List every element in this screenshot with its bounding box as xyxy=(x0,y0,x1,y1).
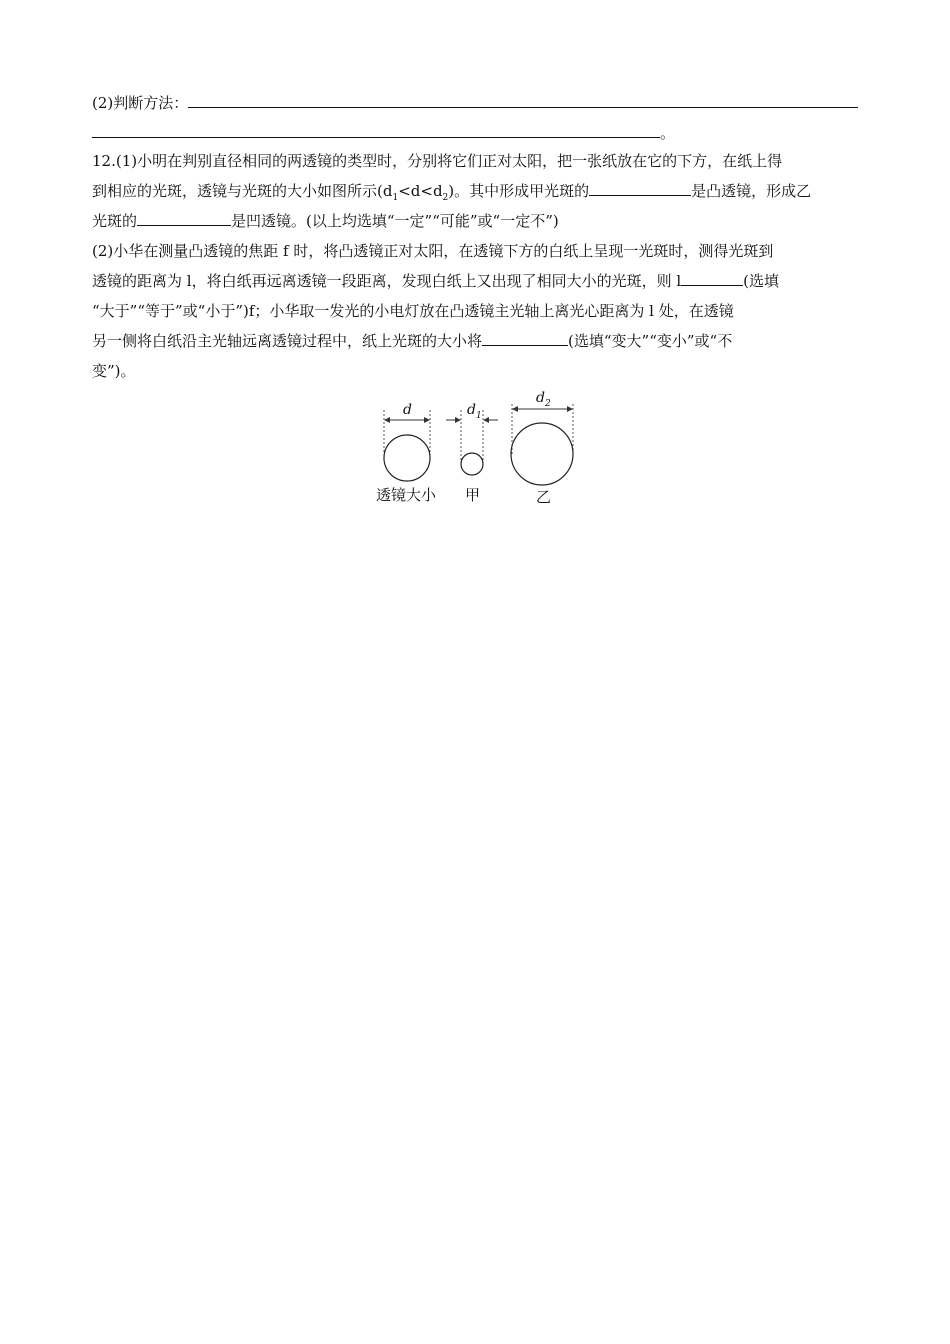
lens-circle xyxy=(384,435,430,481)
dim-d2-sub: 2 xyxy=(544,398,551,409)
jia-spot-circle xyxy=(461,453,483,475)
q12-answer-blank-l[interactable] xyxy=(681,270,743,286)
q11-method-label: (2)判断方法： xyxy=(92,94,189,112)
q12-p1-text: )。其中形成甲光斑的 xyxy=(448,182,590,200)
q12-p2-text: (选填 xyxy=(743,272,779,290)
q11-period: 。 xyxy=(660,124,676,142)
q12-p2-line1: (2)小华在测量凸透镜的焦距 f 时，将凸透镜正对太阳，在透镜下方的白纸上呈现一光斑时，测得光斑到 xyxy=(92,242,774,260)
subscript: 1 xyxy=(392,193,399,203)
subscript: 2 xyxy=(442,193,449,203)
q12-p1-text: 到相应的光斑，透镜与光斑的大小如图所示(d xyxy=(92,182,393,200)
q12-p2-line2 xyxy=(92,270,860,292)
dim-label-d1 xyxy=(467,402,482,421)
q11-answer-blank-1[interactable] xyxy=(188,92,858,108)
dim-label-d: d xyxy=(403,402,412,418)
q12-p2-line3: “大于”“等于”或“小于”)f；小华取一发光的小电灯放在凸透镜主光轴上离光心距离为 l 处，在透镜 xyxy=(92,302,734,320)
q12-answer-blank-yi[interactable] xyxy=(137,210,231,226)
q12-p1-text: 是凹透镜。(以上均选填“一定”“可能”或“一定不”) xyxy=(231,212,559,230)
label-jia: 甲 xyxy=(465,486,481,504)
q12-p1-text: <d<d xyxy=(398,182,443,200)
label-yi: 乙 xyxy=(536,488,552,506)
q12-p1-line2 xyxy=(92,180,860,209)
q12-p2-text: (选填“变大”“变小”或“不 xyxy=(568,332,733,350)
q12-answer-blank-jia[interactable] xyxy=(589,180,691,196)
yi-spot-circle xyxy=(511,423,573,485)
q11-answer-blank-2[interactable] xyxy=(92,122,660,138)
q12-p1-line3 xyxy=(92,210,860,232)
q12-p2-line5: 变”)。 xyxy=(92,362,136,380)
q12-p2-text: 透镜的距离为 l，将白纸再远离透镜一段距离，发现白纸上又出现了相同大小的光斑，则 l xyxy=(92,272,682,290)
q12-p2-text: 另一侧将白纸沿主光轴远离透镜过程中，纸上光斑的大小将 xyxy=(92,332,483,350)
dim-d2-letter: d xyxy=(536,390,545,406)
dim-d1-sub: 1 xyxy=(475,410,482,421)
q11-method-line xyxy=(92,92,860,114)
q12-p1-text: 是凸透镜，形成乙 xyxy=(691,182,812,200)
dim-label-d2 xyxy=(536,390,551,409)
q11-method-line-2 xyxy=(92,122,860,144)
q12-p1-line1: 12.(1)小明在判别直径相同的两透镜的类型时，分别将它们正对太阳，把一张纸放在它的下方，在纸上得 xyxy=(92,152,783,170)
q12-p1-text: 光斑的 xyxy=(92,212,138,230)
dim-d1-letter: d xyxy=(467,402,476,418)
lens-spot-figure xyxy=(370,392,590,507)
q12-p2-line4 xyxy=(92,330,860,352)
q12-answer-blank-size[interactable] xyxy=(482,330,568,346)
label-lens-size: 透镜大小 xyxy=(376,486,437,504)
